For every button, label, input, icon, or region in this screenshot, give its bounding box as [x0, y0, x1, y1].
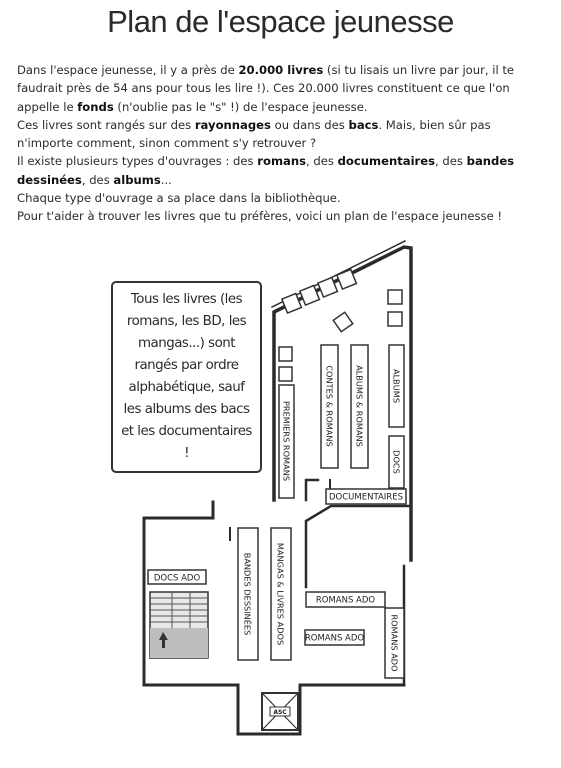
text-run: Pour t'aider à trouver les livres que tu préfères, voici un plan de l'espace jeunesse ! [17, 209, 503, 224]
elevator [262, 693, 298, 730]
label-docs: DOCS [391, 450, 402, 474]
text-run: Chaque type d'ouvrage a sa place dans la bibliothèque. [17, 191, 341, 206]
label-documentaires: DOCUMENTAIRES [329, 492, 403, 503]
label-premiers-romans: PREMIERS ROMANS [281, 400, 292, 482]
text-run: , des [306, 154, 338, 169]
wall-inner-right-room [306, 506, 411, 587]
text-run: Il existe plusieurs types d'ouvrages : des [17, 154, 258, 169]
text-run: . Mais, bien sûr pas n'importe comment, sinon comment s'y retrouver ? [17, 117, 491, 151]
text-run: Dans l'espace jeunesse, il y a près de [17, 63, 239, 77]
label-albums-romans: ALBUMS & ROMANS [354, 365, 365, 447]
text-run: , des [81, 172, 114, 187]
staircase [150, 592, 208, 658]
shelf-bin [279, 347, 292, 361]
shelf-bin [333, 312, 352, 331]
label-romans-ado-mid: ROMANS ADO [304, 633, 365, 644]
bold-term: documentaires [337, 154, 436, 169]
label-mangas-livres-ados: MANGAS & LIVRES ADOS [275, 542, 286, 646]
label-contes-romans: CONTES & ROMANS [324, 365, 335, 447]
text-run: (si tu lisais un livre par jour, il te faudrait près de 54 ans pour tous les lire !). Ces 20.000 livres constituent ce que l'on appelle le [17, 63, 515, 114]
page-title: Plan de l'espace jeunesse [107, 4, 454, 39]
text-run: , des [435, 154, 467, 169]
bold-term: fonds [77, 99, 114, 114]
bold-term: rayonnages [194, 117, 271, 132]
bold-term: bandes dessinées [17, 154, 515, 187]
wall-inner-upper [306, 480, 318, 500]
text-run: ou dans des [270, 117, 349, 132]
note-text: Tous les livres (les romans, les BD, les mangas...) sont rangés par ordre alphabétique, sauf les albums des bacs et les documentaires ! [121, 292, 252, 461]
bold-term: albums [113, 172, 161, 187]
text-run: Ces livres sont rangés sur des [17, 117, 195, 132]
shelf-bin [300, 286, 320, 306]
bold-term: bacs [348, 117, 379, 132]
shelf-bin [282, 294, 302, 314]
label-romans-ado-side: ROMANS ADO [389, 614, 400, 672]
label-bandes-dessinees: BANDES DESSINÉES [242, 552, 253, 636]
bold-term: 20.000 livres [238, 63, 324, 77]
shelf-bin [388, 290, 402, 304]
label-albums: ALBUMS [391, 368, 402, 404]
shelf-bin [388, 312, 402, 326]
label-romans-ado-top: ROMANS ADO [315, 595, 376, 606]
text-run: ... [160, 172, 172, 187]
elevator-label: ASC [273, 709, 287, 716]
wall-outer-lower-left [144, 502, 213, 570]
text-run: (n'oublie pas le "s" !) de l'espace jeunesse. [113, 99, 368, 114]
label-docs-ado: DOCS ADO [153, 573, 201, 584]
bold-term: romans [257, 154, 307, 169]
note-box [111, 281, 262, 473]
shelf-bin [279, 367, 292, 381]
